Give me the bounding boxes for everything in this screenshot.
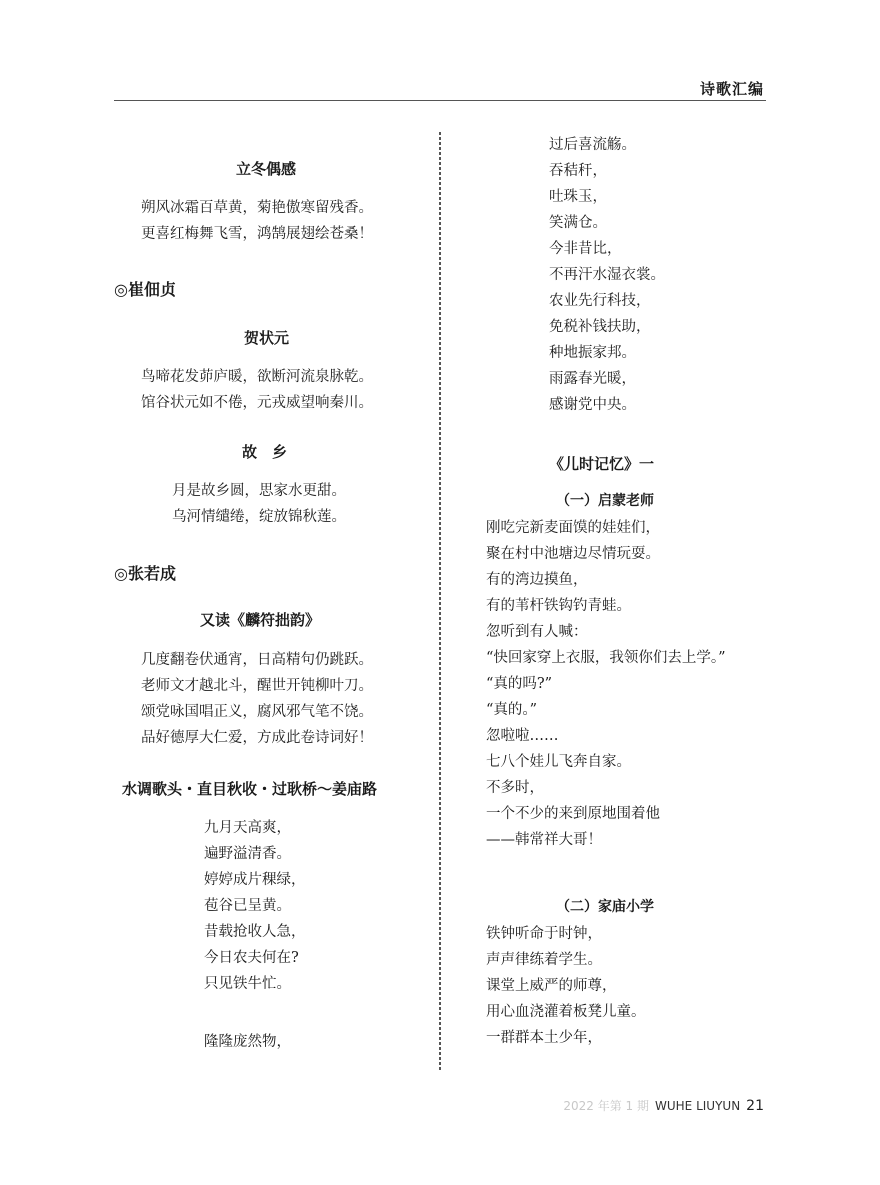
poem-line: 吞秸秆，: [549, 163, 607, 179]
poem-line: 铁钟听命于时钟，: [486, 926, 602, 942]
poem-line: 颂党咏国唱正义，腐风邪气笔不饶。: [141, 704, 373, 720]
poem-line: “真的吗?”: [486, 676, 553, 692]
poem-line: 九月天高爽，: [204, 820, 291, 836]
poem-line: 苞谷已呈黄。: [204, 898, 291, 914]
poem-line: 免税补钱扶助，: [549, 319, 651, 335]
poem-line: 种地振家邦。: [549, 345, 636, 361]
poem-line: “快回家穿上衣服，我领你们去上学。”: [486, 650, 726, 666]
poem-title: 贺状元: [244, 329, 290, 347]
section-title: 诗歌汇编: [699, 80, 764, 98]
poem-title: 故 乡: [242, 443, 288, 461]
page-number: 21: [746, 1098, 764, 1114]
poem-line: 七八个娃儿飞奔自家。: [486, 754, 631, 770]
author-name: ◎崔佃贞: [114, 280, 176, 299]
poem-line: 笑满仓。: [549, 215, 607, 231]
poem-line: 聚在村中池塘边尽情玩耍。: [486, 546, 660, 562]
poem-line: 不多时，: [486, 780, 544, 796]
poem-line: 用心血浇灌着板凳儿童。: [486, 1004, 646, 1020]
page-footer: [563, 1097, 764, 1114]
poem-line: 过后喜流觞。: [549, 137, 636, 153]
poem-line: 婷婷成片稞绿，: [204, 872, 306, 888]
poem-line: 刚吃完新麦面馍的娃娃们，: [486, 520, 660, 536]
poem-line: 课堂上威严的师尊，: [486, 978, 617, 994]
poem-line: 更喜红梅舞飞雪，鸿鹄展翅绘苍桑！: [141, 226, 373, 242]
poem-line: 一个不少的来到原地围着他: [486, 806, 660, 822]
author-name: ◎张若成: [114, 564, 176, 583]
column-divider: [439, 132, 441, 1072]
poem-line: 老师文才越北斗，醒世开钝柳叶刀。: [141, 678, 373, 694]
section-subtitle: （二）家庙小学: [556, 899, 654, 915]
poem-title: 《儿时记忆》一: [549, 455, 655, 473]
issue-label: 2022 年第 1 期: [563, 1099, 649, 1113]
header-rule: [114, 100, 766, 101]
poem-line: 昔载抢收人急，: [204, 924, 306, 940]
poem-line: 有的湾边摸鱼，: [486, 572, 588, 588]
section-subtitle: （一）启蒙老师: [556, 493, 654, 509]
poem-title: 立冬偶感: [236, 160, 297, 178]
poem-line: ——韩常祥大哥！: [486, 832, 602, 848]
poem-line: 鸟啼花发茆庐暖，欲断河流泉脉乾。: [141, 369, 373, 385]
poem-line: 今非昔比，: [549, 241, 622, 257]
poem-line: 吐珠玉，: [549, 189, 607, 205]
poem-line: 雨露春光暖，: [549, 371, 636, 387]
poem-line: 一群群本土少年，: [486, 1030, 602, 1046]
poem-line: 馆谷状元如不倦，元戎威望响秦川。: [141, 395, 373, 411]
journal-name: WUHE LIUYUN: [655, 1099, 741, 1113]
poem-line: 感谢党中央。: [549, 397, 636, 413]
poem-line: 月是故乡圆，思家水更甜。: [172, 483, 346, 499]
poem-line: 几度翻卷伏通宵，日高精句仍跳跃。: [141, 652, 373, 668]
poem-line: 不再汗水湿衣裳。: [549, 267, 665, 283]
poem-line: 今日农夫何在?: [204, 950, 299, 966]
poem-line: 隆隆庞然物，: [204, 1034, 291, 1050]
poem-line: 品好德厚大仁爱，方成此卷诗词好！: [141, 730, 373, 746]
poem-line: 有的苇杆铁钩钓青蛙。: [486, 598, 631, 614]
poem-line: 只见铁牛忙。: [204, 976, 291, 992]
poem-line: “真的。”: [486, 702, 538, 718]
poem-line: 遍野溢清香。: [204, 846, 291, 862]
poem-line: 忽啦啦……: [486, 728, 559, 744]
poem-line: 乌河情缱绻，绽放锦秋莲。: [172, 509, 346, 525]
poem-line: 声声律练着学生。: [486, 952, 602, 968]
poem-line: 朔风冰霜百草黄，菊艳傲寒留残香。: [141, 200, 373, 216]
poem-line: 农业先行科技，: [549, 293, 651, 309]
poem-line: 忽听到有人喊：: [486, 624, 588, 640]
poem-title: 水调歌头・直目秋收・过耿桥～姜庙路: [122, 780, 378, 798]
poem-title: 又读《麟符拙韵》: [200, 611, 321, 629]
